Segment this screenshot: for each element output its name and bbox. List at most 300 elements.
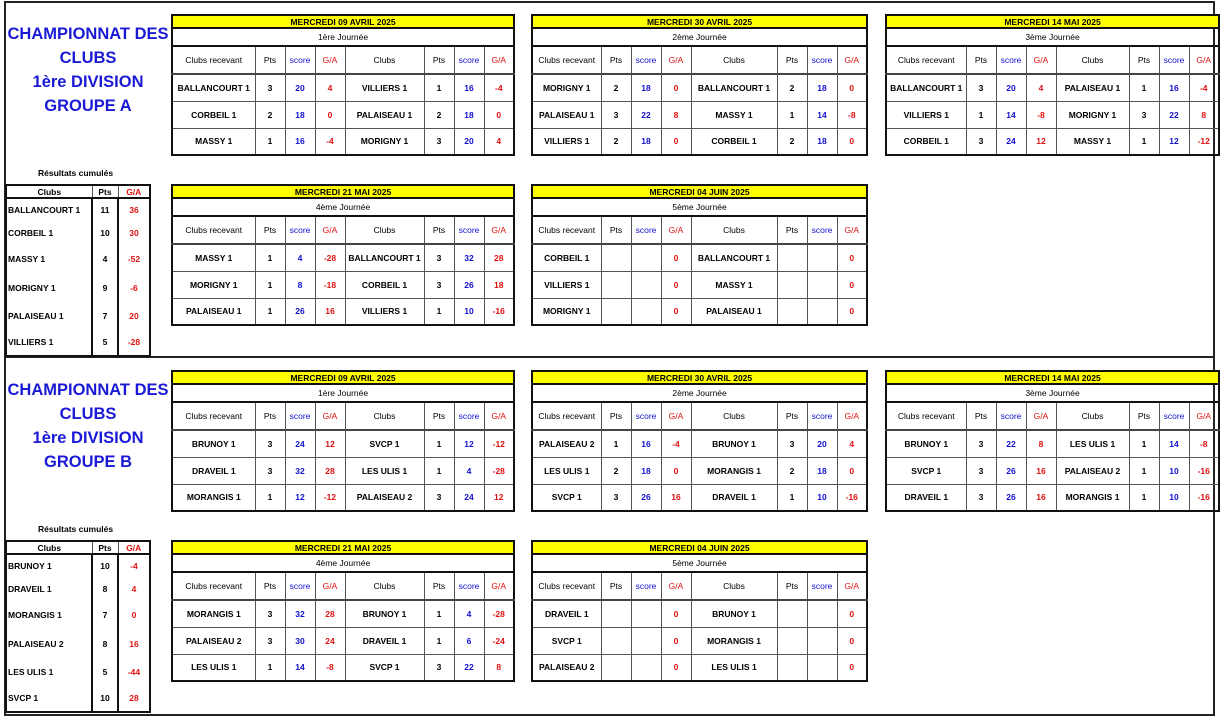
away-club: PALAISEAU 2 xyxy=(1056,457,1129,484)
matchday-date: MERCREDI 14 MAI 2025 xyxy=(886,371,1219,384)
home-score: 24 xyxy=(285,430,315,457)
matchday-journee: 4ème Journée xyxy=(172,198,514,216)
home-pts: 3 xyxy=(255,627,285,654)
match-row xyxy=(532,101,867,128)
home-score: 12 xyxy=(285,484,315,511)
matchday-journee: 1ère Journée xyxy=(172,384,514,402)
home-ga: 0 xyxy=(661,298,691,325)
match-row xyxy=(532,271,867,298)
away-club: SVCP 1 xyxy=(345,654,424,681)
away-score xyxy=(807,600,837,627)
cumulative-results-label: Résultats cumulés xyxy=(38,524,114,534)
away-ga: -24 xyxy=(484,627,514,654)
home-club: PALAISEAU 2 xyxy=(532,430,601,457)
away-score: 32 xyxy=(454,244,484,271)
away-club: BALLANCOURT 1 xyxy=(691,244,777,271)
header-row xyxy=(532,216,867,244)
header-away: Clubs xyxy=(691,572,777,600)
away-club: VILLIERS 1 xyxy=(345,298,424,325)
away-ga: -8 xyxy=(1189,430,1219,457)
home-club: SVCP 1 xyxy=(886,457,966,484)
home-club: LES ULIS 1 xyxy=(532,457,601,484)
home-ga: -28 xyxy=(315,244,345,271)
cumulative-results-table xyxy=(5,184,151,357)
header-score: score xyxy=(285,402,315,430)
header-score: score xyxy=(631,572,661,600)
home-pts: 3 xyxy=(601,101,631,128)
header-pts: Pts xyxy=(1129,46,1159,74)
header-clubs: Clubs xyxy=(6,541,92,554)
away-club: MASSY 1 xyxy=(1056,128,1129,155)
home-ga: 12 xyxy=(1026,128,1056,155)
date-row xyxy=(532,371,867,384)
cumulative-row xyxy=(6,577,150,600)
away-club: MORANGIS 1 xyxy=(1056,484,1129,511)
home-pts: 1 xyxy=(255,654,285,681)
home-score: 14 xyxy=(285,654,315,681)
header-home: Clubs recevant xyxy=(172,402,255,430)
header-home: Clubs recevant xyxy=(886,402,966,430)
away-club: PALAISEAU 1 xyxy=(345,101,424,128)
home-score: 4 xyxy=(285,244,315,271)
matchday-table-4 xyxy=(171,540,515,682)
header-pts: Pts xyxy=(777,402,807,430)
home-pts: 3 xyxy=(966,457,996,484)
away-score: 16 xyxy=(1159,74,1189,101)
cumulative-pts: 7 xyxy=(92,302,118,329)
home-pts xyxy=(601,271,631,298)
matchday-journee: 3ème Journée xyxy=(886,384,1219,402)
away-club: MASSY 1 xyxy=(691,271,777,298)
home-score: 22 xyxy=(631,101,661,128)
home-club: VILLIERS 1 xyxy=(532,271,601,298)
matchday-table-1 xyxy=(171,370,515,512)
away-pts: 1 xyxy=(424,627,454,654)
matchday-journee: 2ème Journée xyxy=(532,28,867,46)
header-home: Clubs recevant xyxy=(172,46,255,74)
home-score xyxy=(631,298,661,325)
cumulative-ga: 28 xyxy=(118,685,150,712)
away-ga: 28 xyxy=(484,244,514,271)
away-club: PALAISEAU 2 xyxy=(345,484,424,511)
header-ga: G/A xyxy=(661,216,691,244)
header-ga: G/A xyxy=(118,541,150,554)
away-club: BALLANCOURT 1 xyxy=(691,74,777,101)
home-pts: 2 xyxy=(601,128,631,155)
header-pts: Pts xyxy=(601,216,631,244)
cumulative-ga: 0 xyxy=(118,600,150,630)
away-score: 18 xyxy=(807,74,837,101)
match-row xyxy=(172,271,514,298)
home-club: MORIGNY 1 xyxy=(532,74,601,101)
home-ga: 24 xyxy=(315,627,345,654)
header-score: score xyxy=(454,402,484,430)
header-ga: G/A xyxy=(484,402,514,430)
matchday-date: MERCREDI 09 AVRIL 2025 xyxy=(172,371,514,384)
home-club: DRAVEIL 1 xyxy=(532,600,601,627)
away-ga: -16 xyxy=(1189,484,1219,511)
away-pts: 1 xyxy=(424,430,454,457)
away-pts: 3 xyxy=(424,244,454,271)
header-score: score xyxy=(631,402,661,430)
cumulative-ga: 4 xyxy=(118,577,150,600)
away-club: SVCP 1 xyxy=(345,430,424,457)
away-ga: 0 xyxy=(837,627,867,654)
journee-row xyxy=(172,28,514,46)
home-score: 20 xyxy=(285,74,315,101)
away-club: CORBEIL 1 xyxy=(345,271,424,298)
home-ga: -12 xyxy=(315,484,345,511)
home-score xyxy=(631,627,661,654)
header-clubs: Clubs xyxy=(6,185,92,198)
away-score: 26 xyxy=(454,271,484,298)
header-score: score xyxy=(631,46,661,74)
header-score: score xyxy=(454,572,484,600)
home-ga: 0 xyxy=(661,457,691,484)
journee-row xyxy=(532,198,867,216)
away-score: 16 xyxy=(454,74,484,101)
away-score: 4 xyxy=(454,600,484,627)
away-ga: 8 xyxy=(1189,101,1219,128)
match-row xyxy=(532,654,867,681)
away-score: 20 xyxy=(807,430,837,457)
away-pts: 3 xyxy=(777,430,807,457)
date-row xyxy=(886,15,1219,28)
away-pts: 1 xyxy=(777,484,807,511)
home-pts: 1 xyxy=(255,128,285,155)
away-pts: 2 xyxy=(777,74,807,101)
cumulative-ga: -4 xyxy=(118,554,150,577)
header-ga: G/A xyxy=(661,572,691,600)
header-ga: G/A xyxy=(837,216,867,244)
home-club: PALAISEAU 2 xyxy=(172,627,255,654)
cumulative-ga: -28 xyxy=(118,329,150,356)
home-club: MORIGNY 1 xyxy=(532,298,601,325)
away-pts: 1 xyxy=(424,600,454,627)
home-ga: 4 xyxy=(315,74,345,101)
match-row xyxy=(886,101,1219,128)
title-line: GROUPE B xyxy=(43,453,132,471)
home-club: MORANGIS 1 xyxy=(172,484,255,511)
away-ga: -16 xyxy=(484,298,514,325)
matchday-table-2 xyxy=(531,14,868,156)
journee-row xyxy=(172,198,514,216)
title-line: CHAMPIONNAT DES xyxy=(7,381,169,399)
cumulative-club: BRUNOY 1 xyxy=(6,554,92,577)
header-score: score xyxy=(807,572,837,600)
home-score: 32 xyxy=(285,600,315,627)
home-score: 8 xyxy=(285,271,315,298)
home-pts: 2 xyxy=(601,74,631,101)
home-pts: 3 xyxy=(255,74,285,101)
away-club: MORANGIS 1 xyxy=(691,457,777,484)
match-row xyxy=(886,74,1219,101)
journee-row xyxy=(532,554,867,572)
cumulative-ga: -6 xyxy=(118,274,150,302)
header-pts: Pts xyxy=(255,46,285,74)
header-away: Clubs xyxy=(345,216,424,244)
header-ga: G/A xyxy=(1026,46,1056,74)
header-ga: G/A xyxy=(484,572,514,600)
matchday-table-4 xyxy=(171,184,515,326)
header-away: Clubs xyxy=(345,572,424,600)
match-row xyxy=(532,244,867,271)
header-pts: Pts xyxy=(601,572,631,600)
home-pts xyxy=(601,298,631,325)
match-row xyxy=(532,74,867,101)
home-score: 18 xyxy=(285,101,315,128)
home-score: 22 xyxy=(996,430,1026,457)
away-club: PALAISEAU 1 xyxy=(691,298,777,325)
home-pts: 3 xyxy=(601,484,631,511)
away-club: MORANGIS 1 xyxy=(691,627,777,654)
home-ga: -8 xyxy=(1026,101,1056,128)
match-row xyxy=(172,484,514,511)
home-club: LES ULIS 1 xyxy=(172,654,255,681)
match-row xyxy=(172,74,514,101)
away-pts: 1 xyxy=(424,457,454,484)
away-ga: 0 xyxy=(837,74,867,101)
header-home: Clubs recevant xyxy=(532,402,601,430)
away-club: BRUNOY 1 xyxy=(691,430,777,457)
match-row xyxy=(172,600,514,627)
away-pts: 2 xyxy=(777,128,807,155)
home-club: BALLANCOURT 1 xyxy=(886,74,966,101)
away-score: 24 xyxy=(454,484,484,511)
home-club: DRAVEIL 1 xyxy=(172,457,255,484)
header-away: Clubs xyxy=(691,46,777,74)
home-pts: 1 xyxy=(255,244,285,271)
home-pts: 1 xyxy=(255,271,285,298)
header-row xyxy=(532,46,867,74)
away-club: DRAVEIL 1 xyxy=(345,627,424,654)
home-score xyxy=(631,654,661,681)
cumulative-pts: 7 xyxy=(92,600,118,630)
away-ga: 0 xyxy=(837,457,867,484)
header-score: score xyxy=(285,572,315,600)
home-club: MASSY 1 xyxy=(172,128,255,155)
match-row xyxy=(532,430,867,457)
date-row xyxy=(532,15,867,28)
cumulative-ga: -44 xyxy=(118,658,150,685)
home-score xyxy=(631,271,661,298)
away-club: BRUNOY 1 xyxy=(345,600,424,627)
header-ga: G/A xyxy=(315,572,345,600)
header-pts: Pts xyxy=(777,572,807,600)
away-score: 18 xyxy=(807,457,837,484)
matchday-table-1 xyxy=(171,14,515,156)
header-ga: G/A xyxy=(661,46,691,74)
header-row xyxy=(886,402,1219,430)
home-pts xyxy=(601,627,631,654)
match-row xyxy=(532,484,867,511)
header-home: Clubs recevant xyxy=(172,572,255,600)
header-score: score xyxy=(1159,46,1189,74)
cumulative-club: MASSY 1 xyxy=(6,244,92,274)
header-pts: Pts xyxy=(777,46,807,74)
away-club: BALLANCOURT 1 xyxy=(345,244,424,271)
away-ga: -28 xyxy=(484,457,514,484)
away-score xyxy=(807,627,837,654)
header-score: score xyxy=(996,46,1026,74)
home-club: CORBEIL 1 xyxy=(532,244,601,271)
home-pts: 1 xyxy=(255,484,285,511)
away-pts: 2 xyxy=(777,457,807,484)
home-club: MASSY 1 xyxy=(172,244,255,271)
date-row xyxy=(172,185,514,198)
away-club: DRAVEIL 1 xyxy=(691,484,777,511)
home-pts: 2 xyxy=(255,101,285,128)
away-ga: 8 xyxy=(484,654,514,681)
title-line: CLUBS xyxy=(59,405,117,423)
header-row xyxy=(532,572,867,600)
header-ga: G/A xyxy=(837,402,867,430)
match-row xyxy=(172,101,514,128)
cumulative-row xyxy=(6,274,150,302)
matchday-date: MERCREDI 09 AVRIL 2025 xyxy=(172,15,514,28)
header-ga: G/A xyxy=(1026,402,1056,430)
header-away: Clubs xyxy=(345,46,424,74)
cumulative-club: MORIGNY 1 xyxy=(6,274,92,302)
away-ga: 0 xyxy=(837,271,867,298)
cumulative-club: DRAVEIL 1 xyxy=(6,577,92,600)
home-score xyxy=(631,600,661,627)
frame-bottom xyxy=(5,714,1215,716)
away-score: 10 xyxy=(1159,484,1189,511)
home-ga: 16 xyxy=(1026,457,1056,484)
away-pts: 2 xyxy=(424,101,454,128)
cumulative-club: CORBEIL 1 xyxy=(6,221,92,244)
away-pts: 1 xyxy=(424,74,454,101)
header-row xyxy=(172,216,514,244)
home-ga: -8 xyxy=(315,654,345,681)
title-line: CHAMPIONNAT DES xyxy=(7,25,169,43)
header-ga: G/A xyxy=(484,216,514,244)
journee-row xyxy=(172,554,514,572)
home-ga: 16 xyxy=(661,484,691,511)
away-ga: 0 xyxy=(837,298,867,325)
match-row xyxy=(532,627,867,654)
cumulative-pts: 10 xyxy=(92,221,118,244)
home-pts xyxy=(601,600,631,627)
matchday-journee: 3ème Journée xyxy=(886,28,1219,46)
cumulative-row xyxy=(6,244,150,274)
journee-row xyxy=(532,28,867,46)
cumulative-club: MORANGIS 1 xyxy=(6,600,92,630)
header-pts: Pts xyxy=(424,402,454,430)
header-home: Clubs recevant xyxy=(172,216,255,244)
home-ga: 28 xyxy=(315,600,345,627)
header-away: Clubs xyxy=(691,216,777,244)
away-ga: -8 xyxy=(837,101,867,128)
away-score: 12 xyxy=(1159,128,1189,155)
header-row xyxy=(532,402,867,430)
home-club: CORBEIL 1 xyxy=(886,128,966,155)
match-row xyxy=(886,484,1219,511)
home-score: 26 xyxy=(996,457,1026,484)
home-ga: 0 xyxy=(661,600,691,627)
away-pts: 1 xyxy=(1129,128,1159,155)
away-ga: 4 xyxy=(484,128,514,155)
away-pts xyxy=(777,600,807,627)
home-pts: 3 xyxy=(966,128,996,155)
match-row xyxy=(532,298,867,325)
home-ga: 4 xyxy=(1026,74,1056,101)
cumulative-row xyxy=(6,600,150,630)
home-ga: 8 xyxy=(1026,430,1056,457)
header-pts: Pts xyxy=(966,402,996,430)
home-ga: 0 xyxy=(661,271,691,298)
away-ga: -16 xyxy=(837,484,867,511)
header-pts: Pts xyxy=(777,216,807,244)
matchday-date: MERCREDI 21 MAI 2025 xyxy=(172,541,514,554)
away-club: LES ULIS 1 xyxy=(1056,430,1129,457)
home-pts: 1 xyxy=(255,298,285,325)
home-score: 16 xyxy=(631,430,661,457)
home-pts: 2 xyxy=(601,457,631,484)
match-row xyxy=(532,128,867,155)
cumulative-results-label: Résultats cumulés xyxy=(38,168,114,178)
home-club: VILLIERS 1 xyxy=(886,101,966,128)
cumulative-pts: 10 xyxy=(92,554,118,577)
header-score: score xyxy=(1159,402,1189,430)
header-ga: G/A xyxy=(837,572,867,600)
matchday-table-5 xyxy=(531,184,868,326)
header-pts: Pts xyxy=(255,572,285,600)
home-score: 18 xyxy=(631,74,661,101)
away-ga: -16 xyxy=(1189,457,1219,484)
away-ga: -12 xyxy=(1189,128,1219,155)
match-row xyxy=(532,600,867,627)
away-club: MORIGNY 1 xyxy=(345,128,424,155)
header-pts: Pts xyxy=(1129,402,1159,430)
home-score xyxy=(631,244,661,271)
away-ga: 0 xyxy=(837,654,867,681)
match-row xyxy=(886,457,1219,484)
cumulative-pts: 4 xyxy=(92,244,118,274)
cumulative-ga: 36 xyxy=(118,198,150,221)
matchday-table-2 xyxy=(531,370,868,512)
matchday-table-5 xyxy=(531,540,868,682)
away-pts: 1 xyxy=(1129,430,1159,457)
match-row xyxy=(172,654,514,681)
matchday-date: MERCREDI 04 JUIN 2025 xyxy=(532,185,867,198)
home-score: 18 xyxy=(631,128,661,155)
header-ga: G/A xyxy=(1189,402,1219,430)
matchday-date: MERCREDI 30 AVRIL 2025 xyxy=(532,371,867,384)
away-ga: -4 xyxy=(484,74,514,101)
away-score: 22 xyxy=(1159,101,1189,128)
away-club: LES ULIS 1 xyxy=(691,654,777,681)
cumulative-row xyxy=(6,329,150,356)
cumulative-pts: 10 xyxy=(92,685,118,712)
match-row xyxy=(172,457,514,484)
cumulative-ga: -52 xyxy=(118,244,150,274)
home-ga: 16 xyxy=(1026,484,1056,511)
matchday-date: MERCREDI 21 MAI 2025 xyxy=(172,185,514,198)
group-a xyxy=(0,0,1220,357)
away-pts xyxy=(777,271,807,298)
away-pts xyxy=(777,298,807,325)
home-club: MORANGIS 1 xyxy=(172,600,255,627)
home-pts: 1 xyxy=(966,101,996,128)
date-row xyxy=(172,541,514,554)
cumulative-pts: 9 xyxy=(92,274,118,302)
away-pts: 3 xyxy=(424,271,454,298)
home-score: 20 xyxy=(996,74,1026,101)
home-club: PALAISEAU 1 xyxy=(172,298,255,325)
home-score: 14 xyxy=(996,101,1026,128)
